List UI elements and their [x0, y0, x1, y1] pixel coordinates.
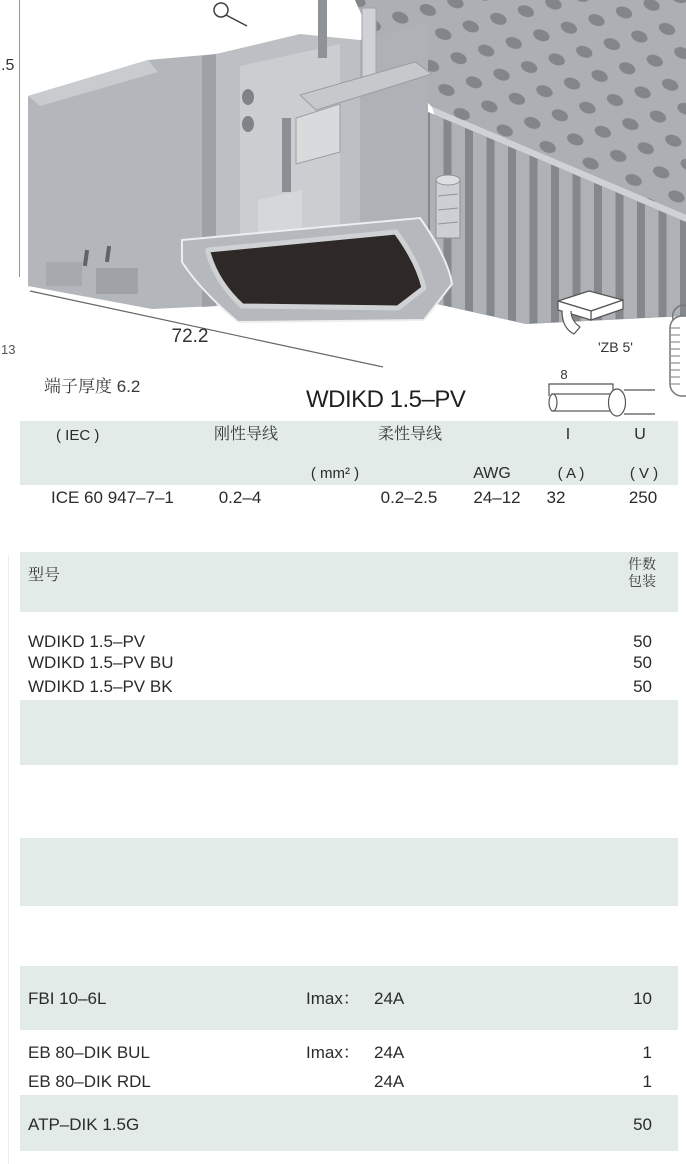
spec-value-flexible: 0.2–2.5 [380, 488, 438, 507]
spec-header-rigid: 刚性导线 [213, 426, 279, 443]
accessory-model: FBI 10–6L [28, 989, 107, 1008]
wire-strip-icon [549, 384, 655, 416]
page-edge-shadow [8, 555, 9, 1164]
terminal-thickness-note: 端子厚度 6.2 [44, 377, 141, 396]
spec-header-standard: ( IEC ) [56, 427, 100, 444]
page-title: WDIKD 1.5–PV [306, 386, 466, 413]
order-row-model: WDIKD 1.5–PV BK [28, 677, 173, 696]
accessory-imax-label: Imax： [306, 989, 360, 1008]
order-row-qty: 50 [633, 653, 652, 672]
accessory-imax-label: Imax： [306, 1043, 360, 1062]
zb5-marker-label: 'ZB 5' [598, 339, 633, 355]
order-row-model: WDIKD 1.5–PV [28, 632, 146, 651]
spec-value-awg: 24–12 [473, 488, 521, 507]
order-table-header-band [20, 552, 678, 612]
spec-value-standard: ICE 60 947–7–1 [51, 488, 174, 507]
order-row-qty: 50 [633, 677, 652, 696]
accessory-model: ATP–DIK 1.5G [28, 1115, 140, 1134]
accessory-qty: 10 [633, 989, 652, 1008]
strip-length-label: 8 [560, 367, 568, 382]
order-row-model: WDIKD 1.5–PV BU [28, 653, 174, 672]
ruler-icon [670, 305, 686, 396]
spec-value-current: 32 [546, 488, 566, 507]
edge-dimension-side: 13 [1, 342, 16, 357]
accessory-imax-value: 24A [374, 1043, 405, 1062]
accessory-qty: 1 [642, 1072, 652, 1091]
accessory-qty: 50 [633, 1115, 652, 1134]
accessory-imax-value: 24A [374, 1072, 405, 1091]
edge-dimension-top: .5 [1, 57, 15, 74]
spec-value-rigid: 0.2–4 [218, 488, 262, 507]
spec-header-current: I [565, 426, 571, 443]
spec-value-voltage: 250 [628, 488, 658, 507]
spec-header-voltage: U [634, 426, 646, 443]
spec-unit-awg: AWG [473, 465, 511, 482]
spec-header-flexible: 柔性导线 [377, 426, 443, 443]
empty-band [20, 838, 678, 906]
order-header-qty-line1: 件数 [628, 556, 656, 572]
order-header-qty [628, 556, 656, 590]
accessory-model: EB 80–DIK BUL [28, 1043, 150, 1062]
order-row-qty: 50 [633, 632, 652, 651]
terminal-block-photo [0, 0, 686, 420]
zb5-marker-icon [558, 291, 623, 334]
order-header-qty-line2: 包装 [628, 573, 656, 589]
spec-unit-mm2: ( mm² ) [310, 465, 360, 482]
screw-callout-icon [214, 3, 247, 26]
order-header-model: 型号 [28, 567, 61, 584]
accessory-imax-value: 24A [374, 989, 405, 1008]
accessory-qty: 1 [642, 1043, 652, 1062]
spec-unit-amp: ( A ) [557, 465, 585, 482]
spec-unit-volt: ( V ) [629, 465, 659, 482]
accessory-model: EB 80–DIK RDL [28, 1072, 151, 1091]
empty-band [20, 700, 678, 765]
width-dimension-label: 72.2 [171, 326, 209, 347]
